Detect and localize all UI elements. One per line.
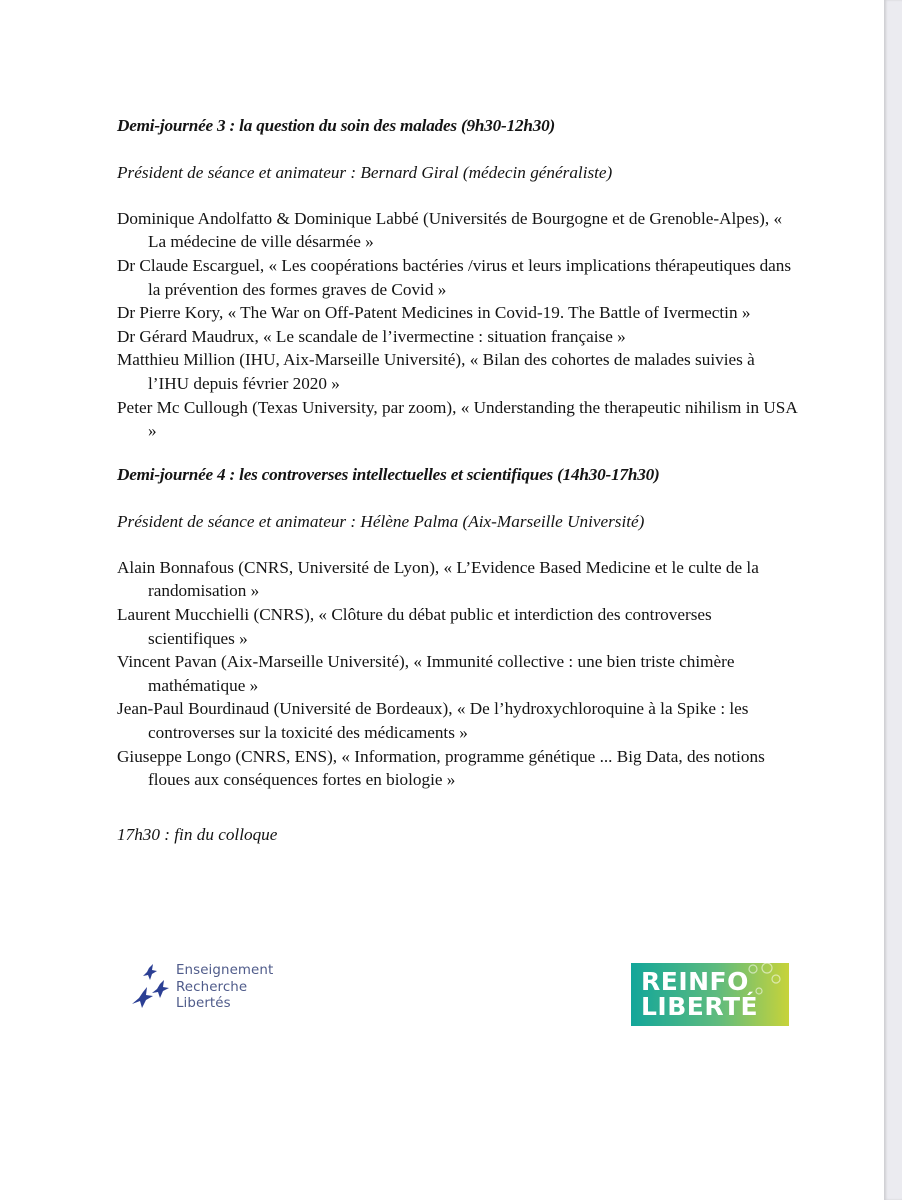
erl-line-1: Enseignement (176, 963, 274, 978)
reinfo-line-1: REINFO (641, 967, 749, 996)
session-4-talks (117, 556, 797, 792)
talk-item: Dr Pierre Kory, « The War on Off-Patent Medicines in Covid-19. The Battle of Ivermectin » (117, 303, 751, 323)
talk-item: Dr Claude Escarguel, « Les coopérations bactéries /virus et leurs implications thérapeutiques dans la prévention des formes graves de Covid » (117, 255, 792, 299)
session-3 (117, 114, 797, 443)
talk-item: Jean-Paul Bourdinaud (Université de Bordeaux), « De l’hydroxychloroquine à la Spike : les controverses sur la toxicité des médicaments » (117, 699, 749, 742)
reinfo-line-2: LIBERTÉ (641, 992, 759, 1021)
talk-item: Laurent Mucchielli (CNRS), « Clôture du débat public et interdiction des controverses scientifiques » (117, 604, 712, 648)
talk-item: Alain Bonnafous (CNRS, Université de Lyon), « L’Evidence Based Medicine et le culte de la randomisation » (117, 557, 759, 601)
erl-logo-text (176, 963, 273, 1013)
session-4-chair: Président de séance et animateur : Hélène Palma (Aix-Marseille Université) (117, 512, 645, 532)
viewer-scroll-edge (884, 0, 902, 1200)
talk-item: Matthieu Million (IHU, Aix-Marseille Université), « Bilan des cohortes de malades suivies à l’IHU depuis février 2020 » (117, 350, 755, 393)
talk-item: Dr Gérard Maudrux, « Le scandale de l’ivermectine : situation française » (117, 326, 626, 346)
erl-line-3: Libertés (176, 996, 231, 1012)
talk-item: Peter Mc Cullough (Texas University, par zoom), « Understanding the therapeutic nihilism in USA » (117, 397, 797, 441)
birds-icon (127, 962, 171, 1018)
talk-item: Dominique Andolfatto & Dominique Labbé (Universités de Bourgogne et de Grenoble-Alpes), « La médecine de ville désarmée » (117, 208, 783, 252)
session-3-talks (117, 207, 797, 443)
session-3-heading: Demi-journée 3 : la question du soin des malades (9h30-12h30) (117, 116, 556, 135)
talk-item: Vincent Pavan (Aix-Marseille Université), « Immunité collective : une bien triste chimère mathématique » (117, 652, 735, 695)
erl-line-2: Recherche (176, 979, 248, 995)
reinfo-liberte-logo (631, 963, 789, 1026)
session-4 (117, 463, 797, 792)
session-4-heading: Demi-journée 4 : les controverses intellectuelles et scientifiques (14h30-17h30) (117, 465, 660, 484)
end-note: 17h30 : fin du colloque (117, 825, 278, 844)
erl-logo (127, 962, 297, 1018)
talk-item: Giuseppe Longo (CNRS, ENS), « Information, programme génétique ... Big Data, des notions floues aux conséquences fortes en biologie » (117, 746, 765, 790)
session-3-chair: Président de séance et animateur : Bernard Giral (médecin généraliste) (117, 163, 613, 183)
